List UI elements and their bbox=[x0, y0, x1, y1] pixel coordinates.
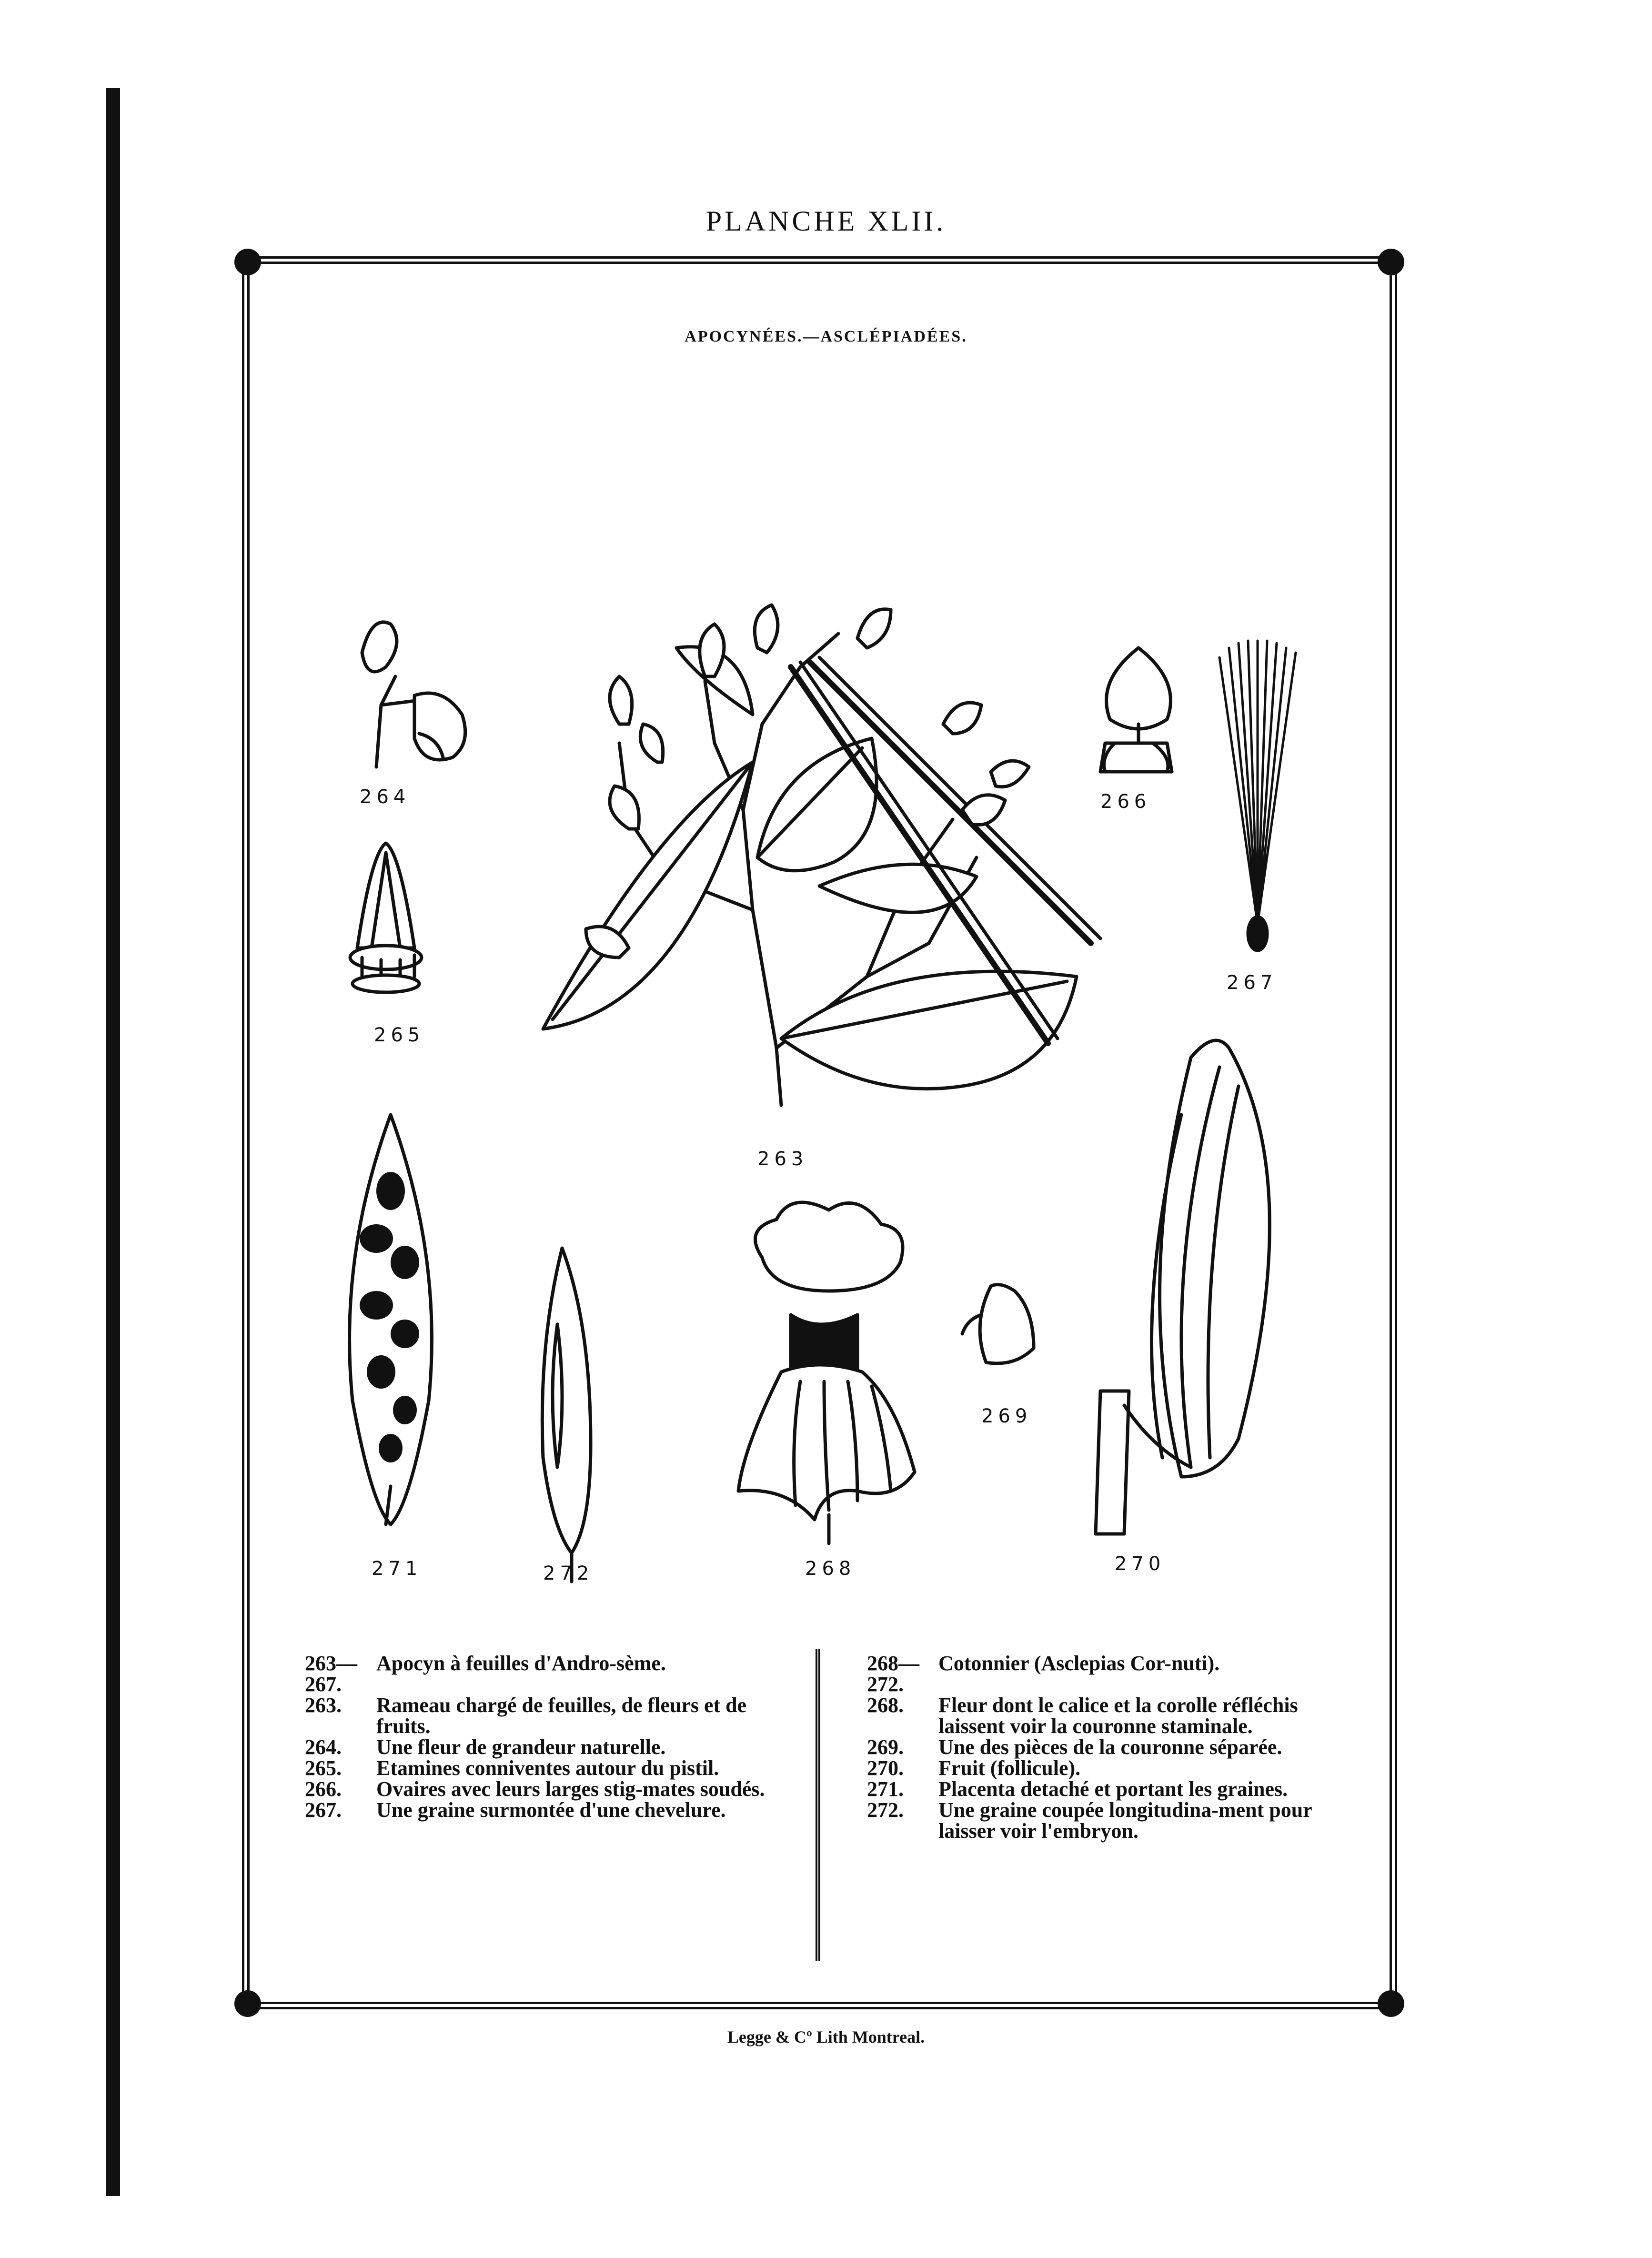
legend-entry: 271. Placenta detaché et portant les graines. bbox=[867, 1777, 1288, 1801]
legend-entry: 270. Fruit (follicule). bbox=[867, 1756, 1081, 1780]
legend-entry: 266. Ovaires avec leurs larges stig-mates soudés. bbox=[305, 1777, 765, 1801]
branch-with-leaves-icon bbox=[543, 605, 1100, 1105]
flower-sprig-icon bbox=[362, 622, 465, 767]
legend-entry: 263. Rameau chargé de feuilles, de fleurs et de fruits. bbox=[305, 1694, 747, 1738]
legend-divider bbox=[816, 1649, 820, 1961]
legend-entry: 268—272. Cotonnier (Asclepias Cor-nuti). bbox=[867, 1652, 1220, 1696]
legend-entry: 263—267. Apocyn à feuilles d'Andro-sème. bbox=[305, 1652, 666, 1696]
figure-label: 265 bbox=[374, 1024, 425, 1046]
legend-entry: 269. Une des pièces de la couronne séparée. bbox=[867, 1735, 1282, 1759]
figure-label: 270 bbox=[1115, 1553, 1166, 1575]
figure-label: 264 bbox=[360, 786, 411, 808]
legend-entry: 267. Une graine surmontée d'une chevelure. bbox=[305, 1798, 726, 1822]
legend-entry: 272. Une graine coupée longitudina-ment pour laisser voir l'embryon. bbox=[867, 1798, 1312, 1843]
stamens-icon bbox=[350, 843, 422, 992]
legend-entry: 265. Etamines conniventes autour du pistil. bbox=[305, 1756, 719, 1780]
follicle-fruit-icon bbox=[1096, 1040, 1269, 1534]
figure-label: 268 bbox=[805, 1558, 856, 1580]
corona-piece-icon bbox=[962, 1285, 1034, 1363]
flower-with-corona-icon bbox=[738, 1202, 915, 1543]
figure-label: 263 bbox=[757, 1148, 808, 1170]
legend-left-column bbox=[305, 1653, 786, 1821]
ovaries-icon bbox=[1100, 648, 1172, 772]
figure-label: 271 bbox=[372, 1558, 423, 1580]
figure-label: 267 bbox=[1227, 972, 1278, 994]
plate-title: PLANCHE XLII. bbox=[705, 205, 947, 237]
printer-credit: Legge & Cº Lith Montreal. bbox=[727, 2027, 925, 2046]
legend-right-column bbox=[867, 1653, 1358, 1842]
legend-entry: 268. Fleur dont le calice et la corolle réfléchis laissent voir la couronne staminale. bbox=[867, 1694, 1298, 1738]
figure-label: 272 bbox=[543, 1562, 594, 1584]
figure-label: 266 bbox=[1100, 791, 1151, 813]
figure-label: 269 bbox=[981, 1405, 1032, 1427]
seed-with-hairs-icon bbox=[1219, 641, 1296, 950]
placenta-with-seeds-icon bbox=[350, 1115, 432, 1524]
seed-section-icon bbox=[542, 1248, 591, 1582]
legend-entry: 264. Une fleur de grandeur naturelle. bbox=[305, 1735, 666, 1759]
plate-subtitle: APOCYNÉES.—ASCLÉPIADÉES. bbox=[685, 328, 967, 345]
